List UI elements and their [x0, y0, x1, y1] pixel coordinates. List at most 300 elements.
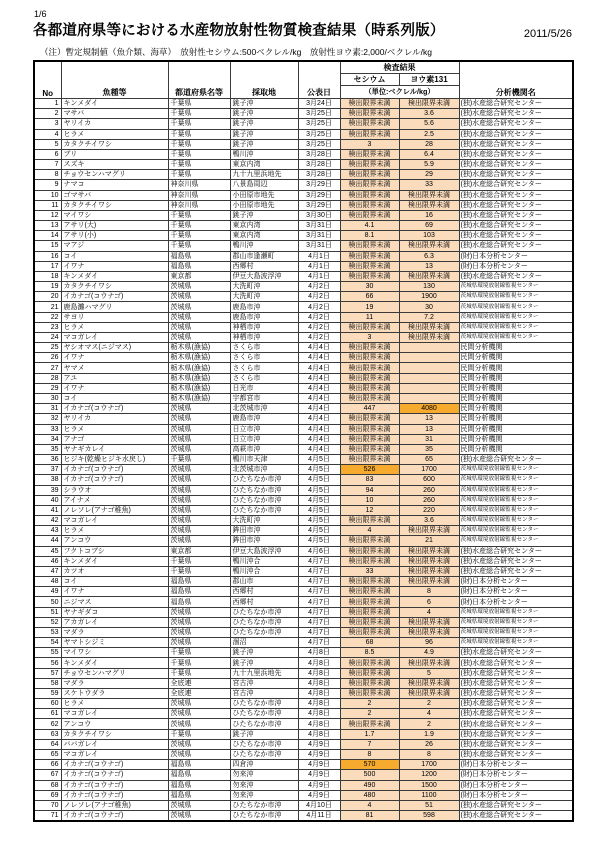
- row-number: 69: [34, 790, 61, 800]
- table-row: [34, 210, 573, 220]
- row-number: 63: [34, 729, 61, 739]
- fish-name: アユ: [61, 373, 168, 383]
- table-row: [34, 668, 573, 678]
- prefecture-name: 東京都: [168, 271, 230, 281]
- table-row: [34, 719, 573, 729]
- fish-name: ヤナギカレイ: [61, 444, 168, 454]
- cesium-value: 検出限界未満: [340, 160, 399, 170]
- table-row: [34, 312, 573, 322]
- fish-name: カツオ: [61, 566, 168, 576]
- prefecture-name: 栃木県(漁協): [168, 363, 230, 373]
- prefecture-name: 千葉県: [168, 149, 230, 159]
- sampling-place: 鹿島市沖: [230, 312, 298, 322]
- prefecture-name: 茨城県: [168, 485, 230, 495]
- header-iodine: ヨウ素131: [399, 74, 459, 86]
- publication-date: 4月7日: [298, 617, 340, 627]
- publication-date: 4月7日: [298, 587, 340, 597]
- row-number: 38: [34, 475, 61, 485]
- iodine-value: 検出限界未満: [399, 577, 459, 587]
- prefecture-name: 茨城県: [168, 332, 230, 342]
- publication-date: 4月9日: [298, 750, 340, 760]
- regulation-note: （注）暫定規制値（魚介類、海草） 放射性セシウム:500ベクレル/kg 放射性ヨウ素:2,000/ベクレル/kg: [40, 47, 432, 57]
- cesium-value: 66: [340, 292, 399, 302]
- sampling-place: さくら市: [230, 343, 298, 353]
- prefecture-name: 茨城県: [168, 404, 230, 414]
- row-number: 36: [34, 455, 61, 465]
- prefecture-name: 栃木県(漁協): [168, 393, 230, 403]
- prefecture-name: 茨城県: [168, 434, 230, 444]
- header-date: 公表日: [298, 61, 340, 99]
- table-row: [34, 536, 573, 546]
- row-number: 31: [34, 404, 61, 414]
- agency-name: 民間分析機関: [459, 373, 573, 383]
- iodine-value: [399, 383, 459, 393]
- fish-name: マサバ: [61, 109, 168, 119]
- agency-name: (独)水産総合研究センター: [459, 739, 573, 749]
- agency-name: (財)日本分析センター: [459, 251, 573, 261]
- agency-name: (独)水産総合研究センター: [459, 811, 573, 822]
- fish-name: イカナゴ(コウナゴ): [61, 790, 168, 800]
- publication-date: 4月9日: [298, 780, 340, 790]
- fish-name: イワナ: [61, 261, 168, 271]
- prefecture-name: 茨城県: [168, 750, 230, 760]
- fish-name: コイ: [61, 251, 168, 261]
- prefecture-name: 千葉県: [168, 221, 230, 231]
- publication-date: 4月8日: [298, 648, 340, 658]
- publication-date: 4月8日: [298, 688, 340, 698]
- iodine-value: 検出限界未満: [399, 190, 459, 200]
- table-row: [34, 577, 573, 587]
- header-result: 検査結果: [340, 61, 459, 74]
- prefecture-name: 茨城県: [168, 638, 230, 648]
- row-number: 44: [34, 536, 61, 546]
- prefecture-name: 茨城県: [168, 516, 230, 526]
- fish-name: ゴマサバ: [61, 190, 168, 200]
- iodine-value: 260: [399, 495, 459, 505]
- iodine-value: 51: [399, 800, 459, 810]
- iodine-value: 1900: [399, 292, 459, 302]
- iodine-value: 4: [399, 709, 459, 719]
- row-number: 61: [34, 709, 61, 719]
- table-row: [34, 485, 573, 495]
- sampling-place: 東京内湾: [230, 231, 298, 241]
- fish-name: ヒラメ: [61, 129, 168, 139]
- iodine-value: 28: [399, 139, 459, 149]
- row-number: 9: [34, 180, 61, 190]
- fish-name: イワナ: [61, 383, 168, 393]
- table-row: [34, 556, 573, 566]
- sampling-place: 宮古沖: [230, 678, 298, 688]
- table-row: [34, 241, 573, 251]
- sampling-place: 伊豆大島波浮沖: [230, 546, 298, 556]
- fish-name: マイワシ: [61, 210, 168, 220]
- agency-name: (独)水産総合研究センター: [459, 149, 573, 159]
- prefecture-name: 千葉県: [168, 210, 230, 220]
- prefecture-name: 千葉県: [168, 129, 230, 139]
- publication-date: 4月2日: [298, 302, 340, 312]
- fish-name: マイワシ: [61, 648, 168, 658]
- iodine-value: 検出限界未満: [399, 241, 459, 251]
- row-number: 49: [34, 587, 61, 597]
- publication-date: 4月2日: [298, 322, 340, 332]
- cesium-value: 68: [340, 638, 399, 648]
- agency-name: 茨城県環境放射線監視センター: [459, 282, 573, 292]
- agency-name: (独)水産総合研究センター: [459, 800, 573, 810]
- table-row: [34, 780, 573, 790]
- iodine-value: 検出限界未満: [399, 688, 459, 698]
- row-number: 10: [34, 190, 61, 200]
- prefecture-name: 福島県: [168, 251, 230, 261]
- publication-date: 3月31日: [298, 221, 340, 231]
- fish-name: イワナ: [61, 587, 168, 597]
- row-number: 34: [34, 434, 61, 444]
- agency-name: (独)水産総合研究センター: [459, 139, 573, 149]
- row-number: 27: [34, 363, 61, 373]
- publication-date: 4月5日: [298, 505, 340, 515]
- prefecture-name: 全底連: [168, 678, 230, 688]
- iodine-value: 検出限界未満: [399, 627, 459, 637]
- iodine-value: 検出限界未満: [399, 526, 459, 536]
- publication-date: 4月7日: [298, 597, 340, 607]
- iodine-value: 4: [399, 607, 459, 617]
- publication-date: 4月8日: [298, 709, 340, 719]
- cesium-value: 検出限界未満: [340, 587, 399, 597]
- row-number: 18: [34, 271, 61, 281]
- agency-name: (独)水産総合研究センター: [459, 668, 573, 678]
- iodine-value: 33: [399, 180, 459, 190]
- fish-name: イカナゴ(コウナゴ): [61, 760, 168, 770]
- cesium-value: 検出限界未満: [340, 516, 399, 526]
- fish-name: ニジマス: [61, 597, 168, 607]
- agency-name: (財)日本分析センター: [459, 770, 573, 780]
- table-row: [34, 444, 573, 454]
- row-number: 46: [34, 556, 61, 566]
- fish-name: ヒラメ: [61, 526, 168, 536]
- publication-date: 4月1日: [298, 251, 340, 261]
- iodine-value: 130: [399, 282, 459, 292]
- row-number: 52: [34, 617, 61, 627]
- table-row: [34, 770, 573, 780]
- prefecture-name: 神奈川県: [168, 200, 230, 210]
- row-number: 43: [34, 526, 61, 536]
- row-number: 15: [34, 241, 61, 251]
- header-agency: 分析機関名: [459, 61, 573, 99]
- agency-name: 民間分析機関: [459, 404, 573, 414]
- iodine-value: 13: [399, 414, 459, 424]
- cesium-value: 検出限界未満: [340, 261, 399, 271]
- table-row: [34, 638, 573, 648]
- sampling-place: 鉾田市沖: [230, 526, 298, 536]
- agency-name: (独)水産総合研究センター: [459, 678, 573, 688]
- prefecture-name: 茨城県: [168, 282, 230, 292]
- fish-name: ノレソレ(アナゴ稚魚): [61, 800, 168, 810]
- publication-date: 4月7日: [298, 638, 340, 648]
- cesium-value: 480: [340, 790, 399, 800]
- iodine-value: [399, 343, 459, 353]
- iodine-value: 600: [399, 475, 459, 485]
- row-number: 22: [34, 312, 61, 322]
- sampling-place: 銚子沖: [230, 658, 298, 668]
- fish-name: サヨリ: [61, 312, 168, 322]
- cesium-value: 83: [340, 475, 399, 485]
- agency-name: 茨城県環境放射線監視センター: [459, 516, 573, 526]
- publication-date: 3月24日: [298, 99, 340, 109]
- prefecture-name: 千葉県: [168, 658, 230, 668]
- publication-date: 4月10日: [298, 800, 340, 810]
- header-fish: 魚種等: [61, 61, 168, 99]
- cesium-value: 検出限界未満: [340, 607, 399, 617]
- cesium-value: 検出限界未満: [340, 190, 399, 200]
- cesium-value: 検出限界未満: [340, 200, 399, 210]
- fish-name: カタクチイワシ: [61, 729, 168, 739]
- prefecture-name: 茨城県: [168, 607, 230, 617]
- prefecture-name: 栃木県(漁協): [168, 353, 230, 363]
- iodine-value: 103: [399, 231, 459, 241]
- cesium-value: 検出限界未満: [340, 577, 399, 587]
- iodine-value: 29: [399, 170, 459, 180]
- sampling-place: 東京内湾: [230, 221, 298, 231]
- iodine-value: 96: [399, 638, 459, 648]
- fish-name: ナマコ: [61, 180, 168, 190]
- table-row: [34, 688, 573, 698]
- fish-name: マコガレイ: [61, 332, 168, 342]
- prefecture-name: 千葉県: [168, 119, 230, 129]
- row-number: 35: [34, 444, 61, 454]
- agency-name: (独)水産総合研究センター: [459, 99, 573, 109]
- cesium-value: 2: [340, 699, 399, 709]
- agency-name: 茨城県環境放射線監視センター: [459, 526, 573, 536]
- iodine-value: 6.3: [399, 251, 459, 261]
- fish-name: アサリ(大): [61, 221, 168, 231]
- sampling-place: 銚子沖: [230, 648, 298, 658]
- prefecture-name: 茨城県: [168, 424, 230, 434]
- iodine-value: 2.5: [399, 129, 459, 139]
- sampling-place: ひたちなか市沖: [230, 811, 298, 822]
- agency-name: 茨城県環境放射線監視センター: [459, 312, 573, 322]
- iodine-value: 26: [399, 739, 459, 749]
- agency-name: 茨城県環境放射線監視センター: [459, 332, 573, 342]
- cesium-value: 検出限界未満: [340, 455, 399, 465]
- fish-name: コイ: [61, 393, 168, 403]
- iodine-value: 5: [399, 668, 459, 678]
- table-row: [34, 495, 573, 505]
- table-body: [34, 99, 573, 822]
- fish-name: カタクチイワシ: [61, 282, 168, 292]
- row-number: 45: [34, 546, 61, 556]
- sampling-place: ひたちなか市沖: [230, 699, 298, 709]
- cesium-value: 検出限界未満: [340, 180, 399, 190]
- publication-date: 3月28日: [298, 149, 340, 159]
- publication-date: 4月8日: [298, 658, 340, 668]
- fish-name: イカナゴ(コウナゴ): [61, 780, 168, 790]
- sampling-place: 日立市沖: [230, 424, 298, 434]
- fish-name: マコガレイ: [61, 750, 168, 760]
- agency-name: (独)水産総合研究センター: [459, 160, 573, 170]
- table-row: [34, 383, 573, 393]
- row-number: 20: [34, 292, 61, 302]
- prefecture-name: 茨城県: [168, 312, 230, 322]
- publication-date: 4月8日: [298, 729, 340, 739]
- cesium-value: 検出限界未満: [340, 251, 399, 261]
- prefecture-name: 千葉県: [168, 668, 230, 678]
- table-row: [34, 760, 573, 770]
- fish-name: キンメダイ: [61, 271, 168, 281]
- fish-name: イカナゴ(コウナゴ): [61, 404, 168, 414]
- row-number: 29: [34, 383, 61, 393]
- row-number: 65: [34, 750, 61, 760]
- table-row: [34, 739, 573, 749]
- row-number: 26: [34, 353, 61, 363]
- iodine-value: 35: [399, 444, 459, 454]
- fish-name: ヤナギダコ: [61, 607, 168, 617]
- header-cesium: セシウム: [340, 74, 399, 86]
- agency-name: (独)水産総合研究センター: [459, 566, 573, 576]
- prefecture-name: 全底連: [168, 688, 230, 698]
- cesium-value: 検出限界未満: [340, 617, 399, 627]
- iodine-value: 1500: [399, 780, 459, 790]
- publication-date: 4月2日: [298, 312, 340, 322]
- fish-name: アンコウ: [61, 536, 168, 546]
- sampling-place: 銚子沖: [230, 99, 298, 109]
- row-number: 58: [34, 678, 61, 688]
- sampling-place: 大洗町沖: [230, 292, 298, 302]
- cesium-value: 検出限界未満: [340, 556, 399, 566]
- row-number: 19: [34, 282, 61, 292]
- report-date: 2011/5/26: [523, 28, 572, 40]
- table-row: [34, 261, 573, 271]
- fish-name: フクトコブシ: [61, 546, 168, 556]
- prefecture-name: 茨城県: [168, 292, 230, 302]
- iodine-value: 30: [399, 302, 459, 312]
- prefecture-name: 東京都: [168, 546, 230, 556]
- row-number: 48: [34, 577, 61, 587]
- table-row: [34, 699, 573, 709]
- publication-date: 3月29日: [298, 190, 340, 200]
- publication-date: 4月6日: [298, 546, 340, 556]
- fish-name: キンメダイ: [61, 556, 168, 566]
- prefecture-name: 茨城県: [168, 800, 230, 810]
- cesium-value: 検出限界未満: [340, 353, 399, 363]
- agency-name: (独)水産総合研究センター: [459, 750, 573, 760]
- prefecture-name: 千葉県: [168, 455, 230, 465]
- cesium-value: 7: [340, 739, 399, 749]
- publication-date: 3月28日: [298, 170, 340, 180]
- agency-name: 茨城県環境放射線監視センター: [459, 322, 573, 332]
- table-row: [34, 546, 573, 556]
- publication-date: 4月1日: [298, 261, 340, 271]
- prefecture-name: 茨城県: [168, 699, 230, 709]
- agency-name: (独)水産総合研究センター: [459, 221, 573, 231]
- table-row: [34, 505, 573, 515]
- row-number: 8: [34, 170, 61, 180]
- row-number: 70: [34, 800, 61, 810]
- publication-date: 4月4日: [298, 404, 340, 414]
- sampling-place: 西郷村: [230, 597, 298, 607]
- table-row: [34, 811, 573, 822]
- iodine-value: 65: [399, 455, 459, 465]
- fish-name: キンメダイ: [61, 99, 168, 109]
- row-number: 2: [34, 109, 61, 119]
- publication-date: 4月1日: [298, 271, 340, 281]
- agency-name: (独)水産総合研究センター: [459, 231, 573, 241]
- table-row: [34, 302, 573, 312]
- agency-name: 民間分析機関: [459, 393, 573, 403]
- row-number: 57: [34, 668, 61, 678]
- agency-name: (財)日本分析センター: [459, 587, 573, 597]
- iodine-value: 69: [399, 221, 459, 231]
- prefecture-name: 千葉県: [168, 241, 230, 251]
- agency-name: 茨城県環境放射線監視センター: [459, 505, 573, 515]
- cesium-value: 検出限界未満: [340, 678, 399, 688]
- table-row: [34, 221, 573, 231]
- publication-date: 4月4日: [298, 444, 340, 454]
- table-row: [34, 160, 573, 170]
- agency-name: 民間分析機関: [459, 414, 573, 424]
- prefecture-name: 神奈川県: [168, 190, 230, 200]
- table-row: [34, 526, 573, 536]
- header-place: 採取地: [230, 61, 298, 99]
- sampling-place: 鉾田市沖: [230, 536, 298, 546]
- iodine-value: 6: [399, 597, 459, 607]
- prefecture-name: 千葉県: [168, 109, 230, 119]
- row-number: 67: [34, 770, 61, 780]
- sampling-place: 大洗町沖: [230, 516, 298, 526]
- iodine-value: 5.9: [399, 160, 459, 170]
- table-row: [34, 678, 573, 688]
- prefecture-name: 千葉県: [168, 556, 230, 566]
- prefecture-name: 福島県: [168, 780, 230, 790]
- cesium-value: 3: [340, 139, 399, 149]
- table-row: [34, 709, 573, 719]
- publication-date: 3月29日: [298, 180, 340, 190]
- row-number: 42: [34, 516, 61, 526]
- row-number: 25: [34, 343, 61, 353]
- cesium-value: 検出限界未満: [340, 363, 399, 373]
- row-number: 71: [34, 811, 61, 822]
- publication-date: 4月5日: [298, 516, 340, 526]
- agency-name: 茨城県環境放射線監視センター: [459, 475, 573, 485]
- sampling-place: 銚子沖: [230, 119, 298, 129]
- agency-name: 茨城県環境放射線監視センター: [459, 465, 573, 475]
- table-row: [34, 282, 573, 292]
- publication-date: 4月7日: [298, 607, 340, 617]
- row-number: 39: [34, 485, 61, 495]
- publication-date: 4月8日: [298, 668, 340, 678]
- fish-name: コイ: [61, 577, 168, 587]
- prefecture-name: 茨城県: [168, 465, 230, 475]
- publication-date: 3月29日: [298, 200, 340, 210]
- publication-date: 3月25日: [298, 129, 340, 139]
- publication-date: 4月5日: [298, 475, 340, 485]
- cesium-value: 3: [340, 332, 399, 342]
- cesium-value: 12: [340, 505, 399, 515]
- sampling-place: 銚子沖: [230, 210, 298, 220]
- cesium-value: 検出限界未満: [340, 658, 399, 668]
- table-row: [34, 414, 573, 424]
- row-number: 37: [34, 465, 61, 475]
- fish-name: カタクチイワシ: [61, 139, 168, 149]
- row-number: 16: [34, 251, 61, 261]
- prefecture-name: 千葉県: [168, 160, 230, 170]
- prefecture-name: 神奈川県: [168, 180, 230, 190]
- agency-name: (独)水産総合研究センター: [459, 546, 573, 556]
- fish-name: カタクチイワシ: [61, 200, 168, 210]
- prefecture-name: 茨城県: [168, 322, 230, 332]
- iodine-value: 検出限界未満: [399, 200, 459, 210]
- prefecture-name: 茨城県: [168, 475, 230, 485]
- row-number: 56: [34, 658, 61, 668]
- agency-name: (独)水産総合研究センター: [459, 658, 573, 668]
